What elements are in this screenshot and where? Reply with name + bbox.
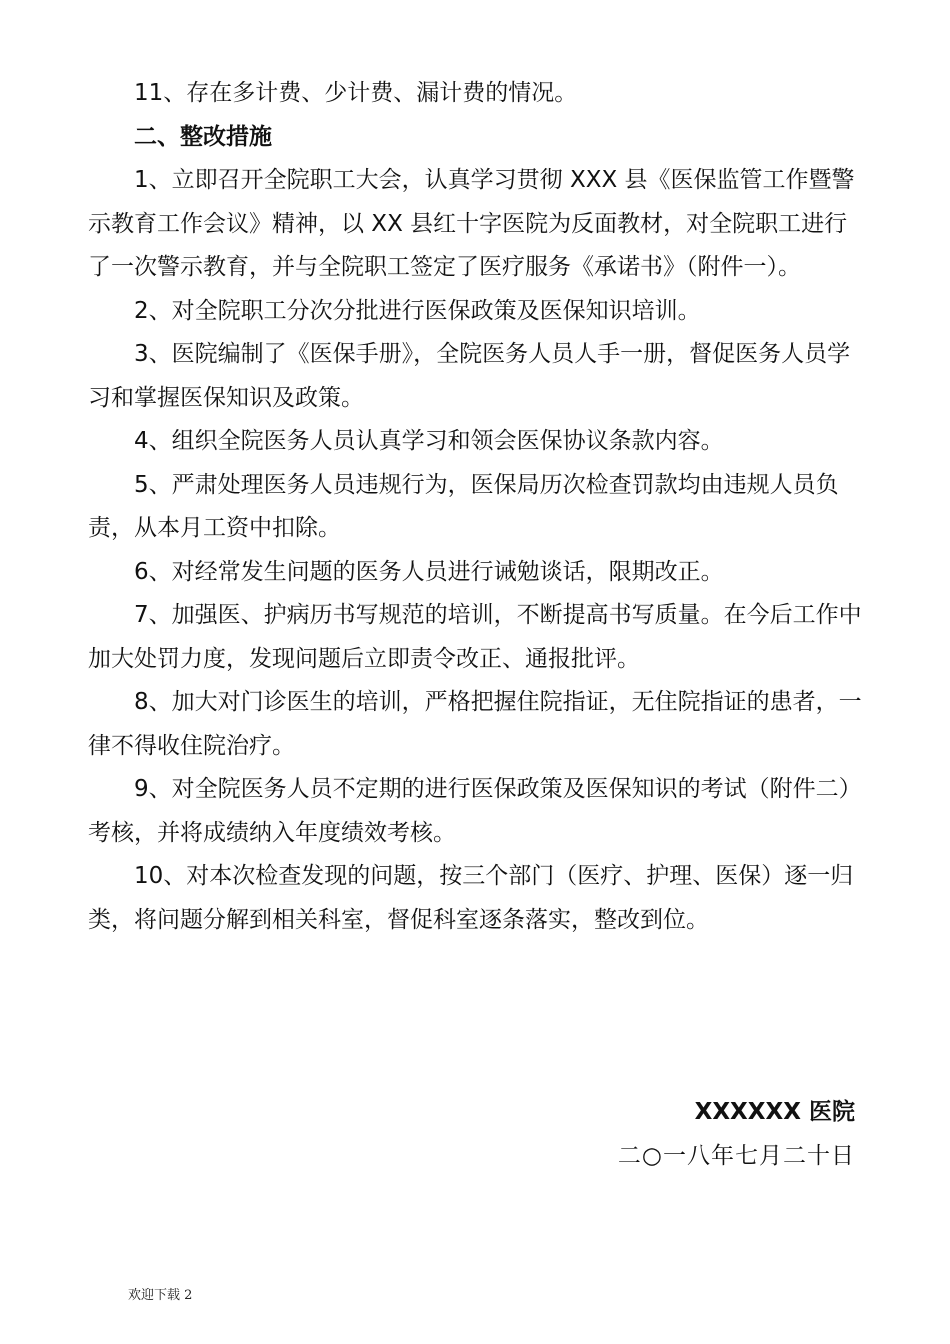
measure-5-paragraph: 5、严肃处理医务人员违规行为，医保局历次检查罚款均由违规人员负责，从本月工资中扣除。 [88,471,839,541]
measure-1-paragraph: 1、立即召开全院职工大会，认真学习贯彻 XXX 县《医保监管工作暨警示教育工作会议》精神，以 XX 县红十字医院为反面教材，对全院职工进行了一次警示教育，并与全院职工签定了医疗服务《承诺书》（附件一）。 [88,167,855,280]
section-heading-rectification: 二、整改措施 [134,123,272,150]
signature-organization: XXXXXX 医院 [694,1099,855,1125]
measure-6-paragraph: 6、对经常发生问题的医务人员进行诫勉谈话，限期改正。 [134,558,724,585]
measure-7-paragraph: 7、加强医、护病历书写规范的培训，不断提高书写质量。在今后工作中加大处罚力度，发现问题后立即责令改正、通报批评。 [88,602,862,672]
measure-10-paragraph: 10、对本次检查发现的问题，按三个部门（医疗、护理、医保）逐一归类，将问题分解到相关科室，督促科室逐条落实，整改到位。 [88,863,854,933]
measure-4-paragraph: 4、组织全院医务人员认真学习和领会医保协议条款内容。 [134,428,724,454]
item-11-paragraph: 11、存在多计费、少计费、漏计费的情况。 [134,80,578,106]
measure-2-paragraph: 2、对全院职工分次分批进行医保政策及医保知识培训。 [134,297,701,324]
page-footer: 欢迎下载 2 [128,1288,193,1303]
measure-9-paragraph: 9、对全院医务人员不定期的进行医保政策及医保知识的考试（附件二）考核，并将成绩纳入年度绩效考核。 [88,776,862,846]
signature-block [618,1092,855,1180]
measure-8-paragraph: 8、加大对门诊医生的培训，严格把握住院指证，无住院指证的患者，一律不得收住院治疗。 [88,689,862,759]
document-body [88,72,868,942]
signature-date: 二○一八年七月二十日 [617,1143,855,1169]
measure-3-paragraph: 3、医院编制了《医保手册》，全院医务人员人手一册，督促医务人员学习和掌握医保知识及政策。 [88,341,851,411]
